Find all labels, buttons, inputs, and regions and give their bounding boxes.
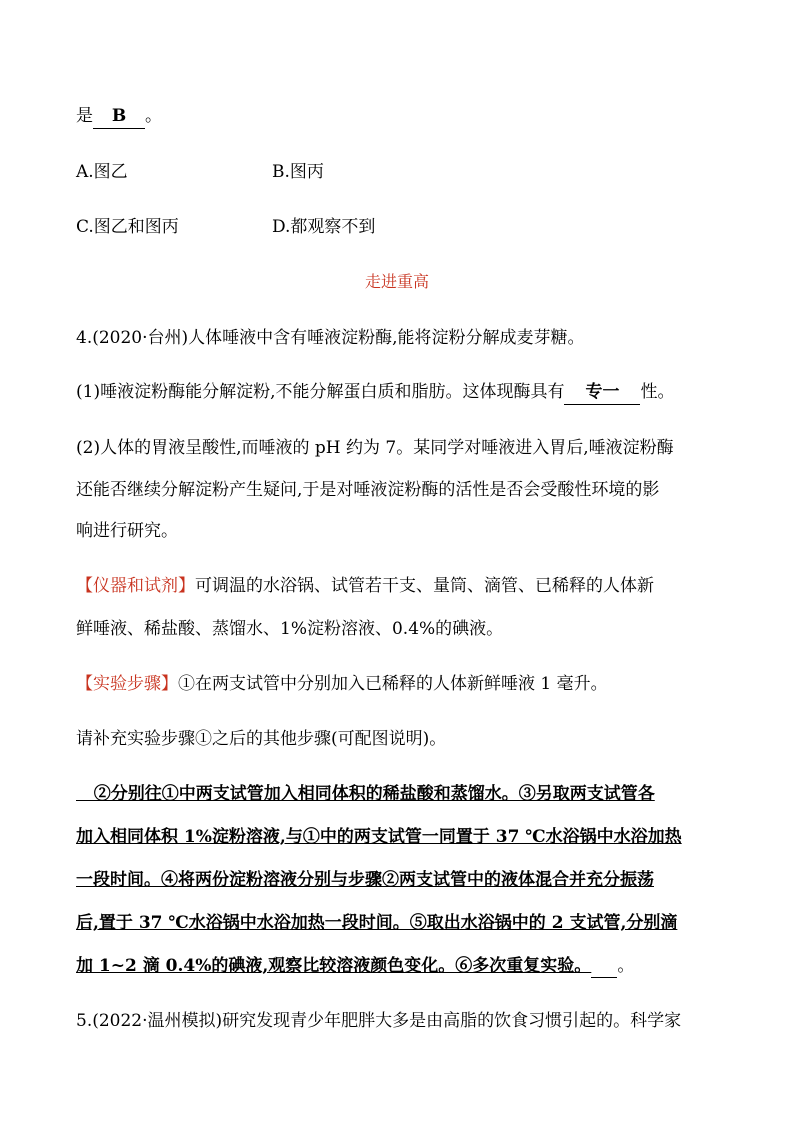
section-title: 走进重高 [364, 272, 429, 291]
q4-answer-line5-text: 加 1~2 滴 0.4%的碘液,观察比较溶液颜色变化。⑥多次重复实验。 [76, 956, 592, 976]
q4-answer-end: 。 [617, 956, 635, 976]
q4-steps-label: 【实验步骤】 [76, 674, 178, 694]
q4-tools-line2: 鲜唾液、稀盐酸、蒸馏水、1%淀粉溶液、0.4%的碘液。 [76, 619, 504, 639]
q4-tools-label: 【仪器和试剂】 [76, 576, 195, 596]
q4-part1-before: (1)唾液淀粉酶能分解淀粉,不能分解蛋白质和脂肪。这体现酶具有 [76, 382, 565, 402]
q4-part1-after: 性。 [640, 382, 675, 402]
q4-steps-text: ①在两支试管中分别加入已稀释的人体新鲜唾液 1 毫升。 [178, 674, 608, 694]
q4-part1 [76, 380, 674, 405]
q4-answer-trailing-underline [591, 959, 617, 978]
q4-answer-line4: 后,置于 37 ℃水浴锅中水浴加热一段时间。⑤取出水浴锅中的 2 支试管,分别滴 [76, 913, 678, 933]
q3-option-c: C.图乙和图丙 [76, 217, 179, 237]
q4-answer-line5 [76, 954, 634, 978]
q4-part2-line2: 还能否继续分解淀粉产生疑问,于是对唾液淀粉酶的活性是否会受酸性环境的影 [76, 480, 660, 500]
q4-part1-answer-blank: 专一 [564, 380, 640, 405]
q4-part2-line3: 响进行研究。 [76, 521, 178, 541]
q3-answer-blank: B [93, 104, 145, 129]
q3-prefix: 是 [76, 106, 93, 126]
q4-steps-line [76, 672, 608, 696]
q3-option-a: A.图乙 [76, 162, 128, 182]
q4-tools-text: 可调温的水浴锅、试管若干支、量筒、滴管、已稀释的人体新 [195, 576, 654, 596]
q4-tools-line1 [76, 574, 654, 598]
q3-option-d: D.都观察不到 [272, 217, 376, 237]
q3-answer-line [76, 104, 162, 129]
q4-stem: 4.(2020·台州)人体唾液中含有唾液淀粉酶,能将淀粉分解成麦芽糖。 [76, 328, 585, 348]
q4-answer-line3: 一段时间。④将两份淀粉溶液分别与步骤②两支试管中的液体混合并充分振荡 [76, 870, 654, 890]
q4-prompt: 请补充实验步骤①之后的其他步骤(可配图说明)。 [76, 729, 447, 749]
q3-option-b: B.图丙 [272, 162, 324, 182]
q4-answer-line2: 加入相同体积 1%淀粉溶液,与①中的两支试管一同置于 37 ℃水浴锅中水浴加热 [76, 827, 682, 847]
q4-answer-line1: ②分别往①中两支试管加入相同体积的稀盐酸和蒸馏水。③另取两支试管各 [76, 784, 655, 804]
q3-suffix: 。 [145, 106, 162, 126]
q4-part2-line1: (2)人体的胃液呈酸性,而唾液的 pH 约为 7。某同学对唾液进入胃后,唾液淀粉酶 [76, 438, 674, 458]
q5-stem: 5.(2022·温州模拟)研究发现青少年肥胖大多是由高脂的饮食习惯引起的。科学家 [76, 1011, 682, 1031]
